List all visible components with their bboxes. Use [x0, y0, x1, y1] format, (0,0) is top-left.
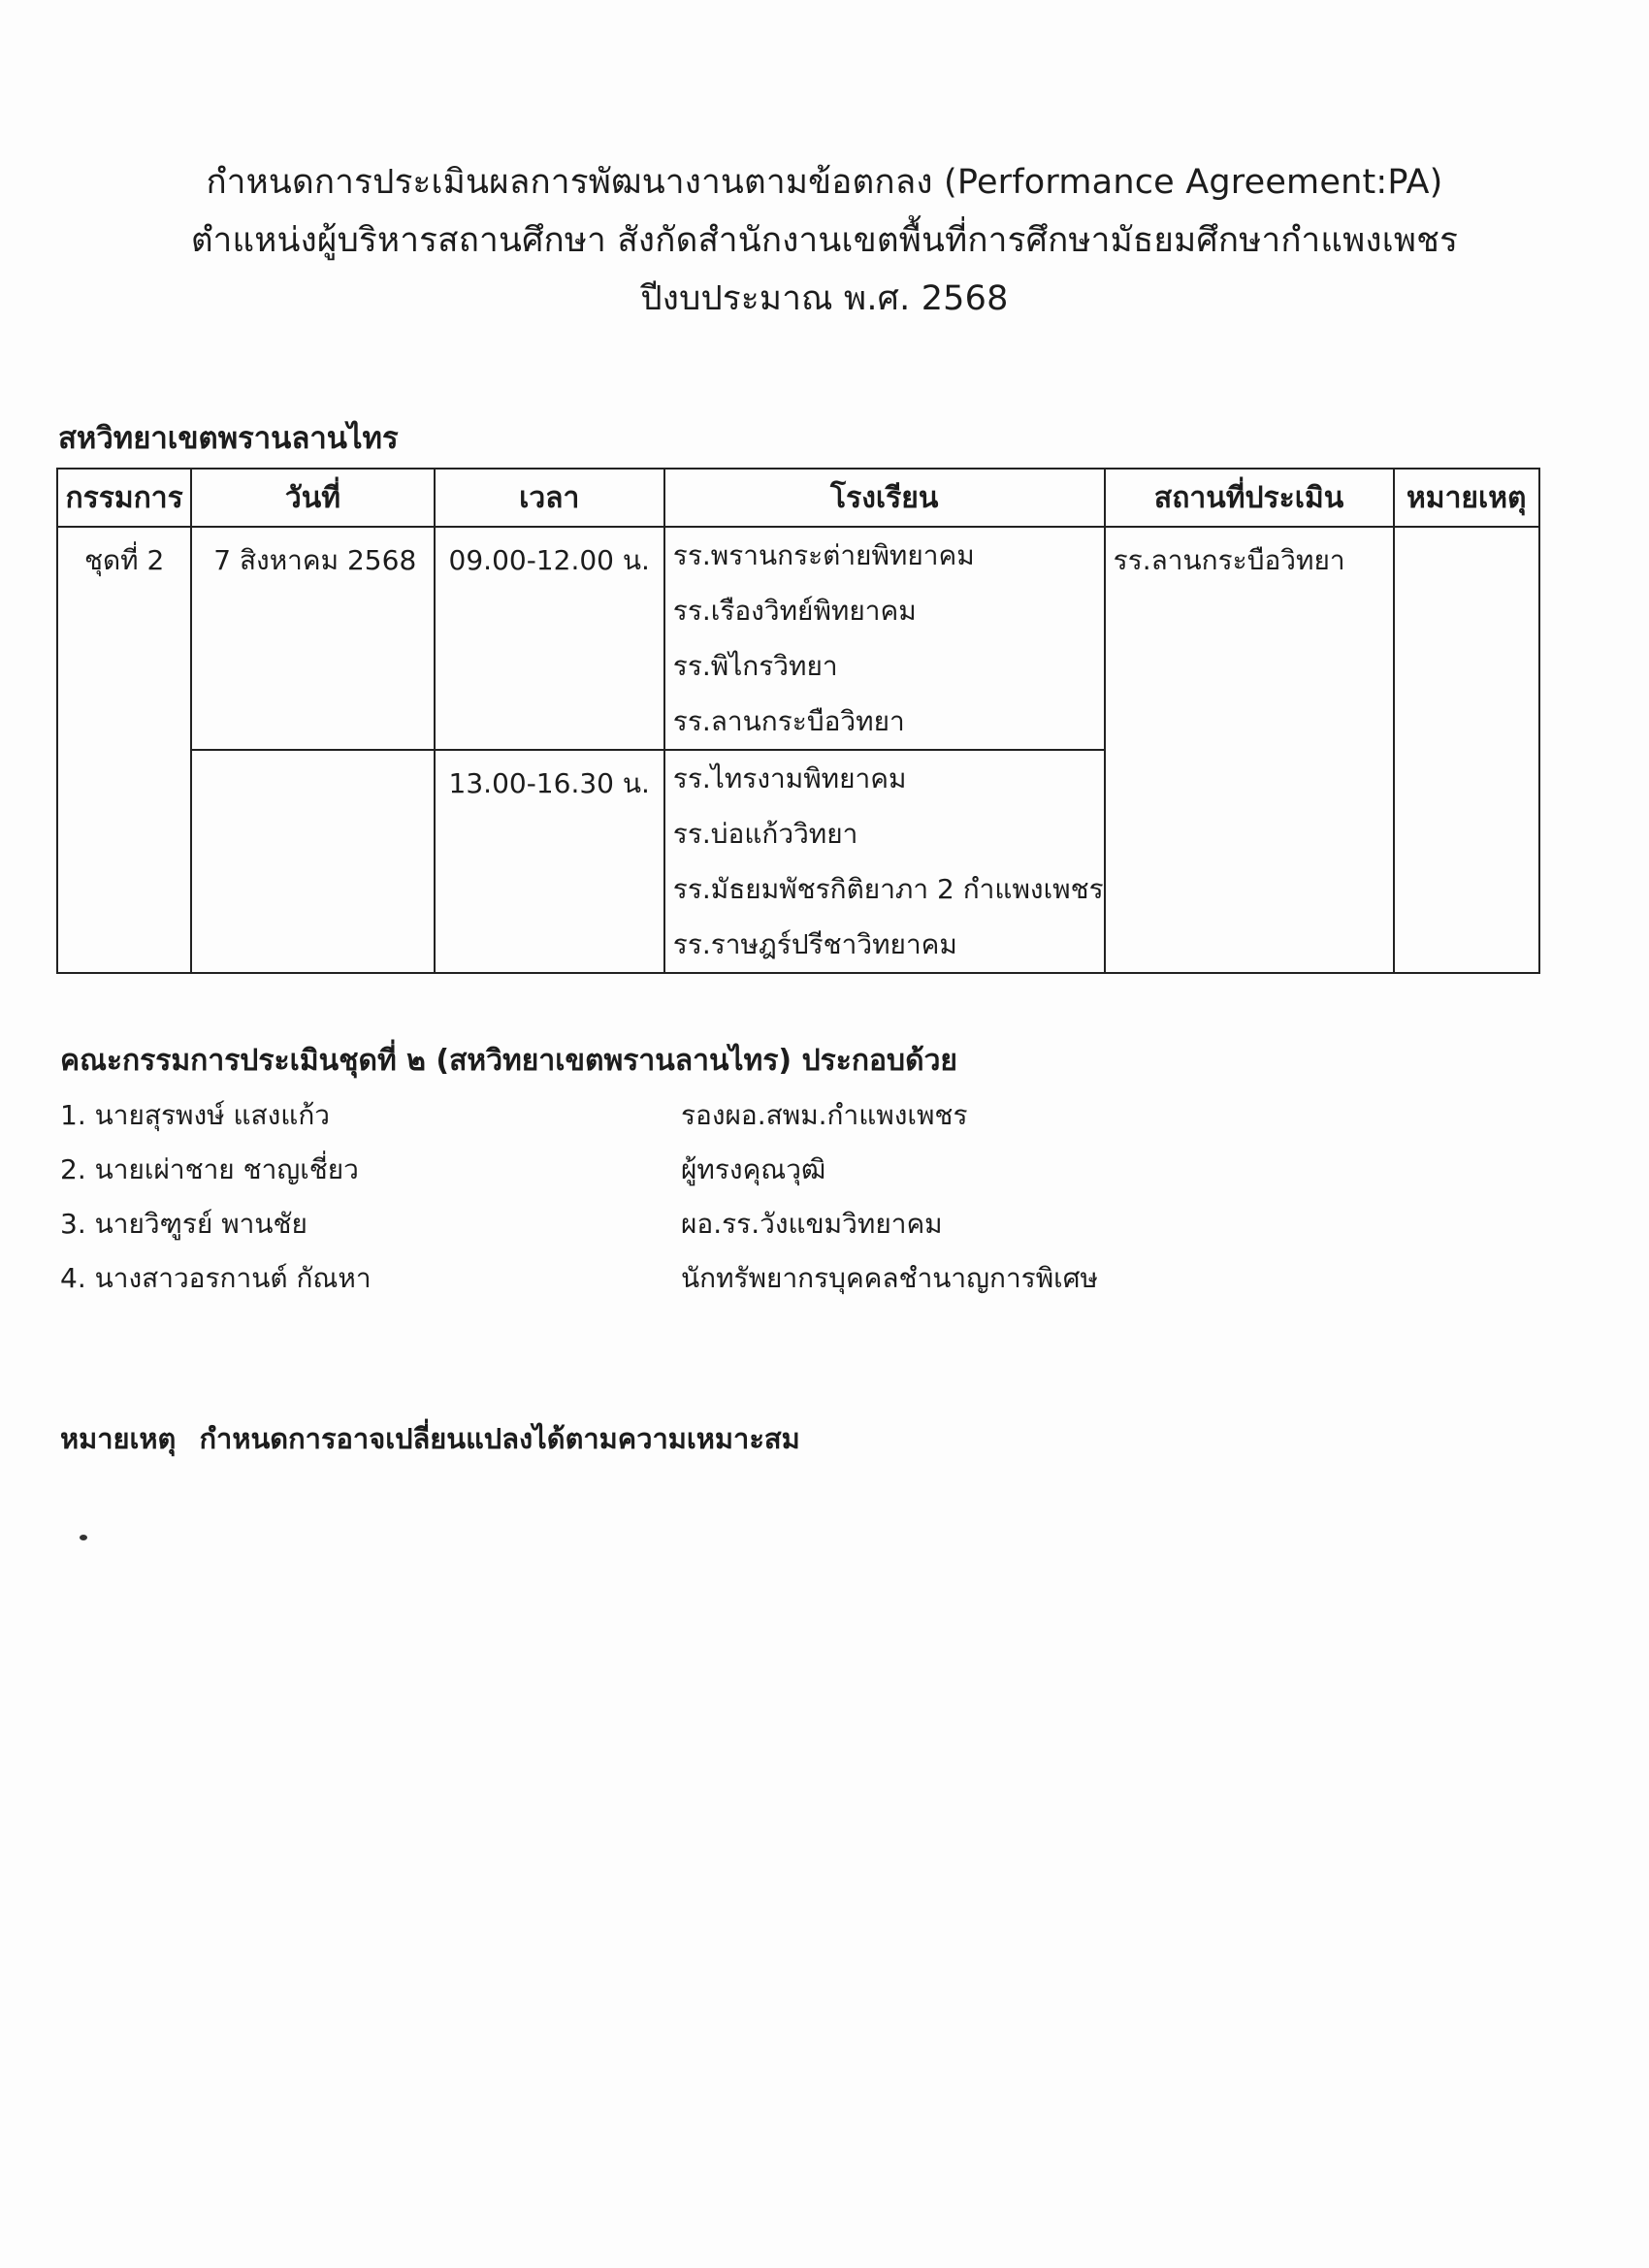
school-item: รร.พิไกรวิทยา	[672, 650, 838, 682]
title-line-3: ปีงบประมาณ พ.ศ. 2568	[640, 279, 1009, 318]
cell-committee	[57, 527, 191, 973]
date-value: 7 สิงหาคม 2568	[213, 544, 417, 576]
header-time: เวลา	[435, 469, 664, 527]
venue-value: รร.ลานกระบือวิทยา	[1113, 544, 1345, 576]
cell-note	[1394, 527, 1539, 973]
header-committee: กรรมการ	[57, 469, 191, 527]
table-header-row	[57, 469, 1539, 527]
header-school: โรงเรียน	[664, 469, 1105, 527]
school-item: รร.มัธยมพัชรกิติยาภา 2 กำแพงเพชร	[672, 873, 1104, 905]
member-name: 2. นายเผ่าชาย ชาญเชี่ยว	[60, 1153, 359, 1185]
remark	[60, 1416, 800, 1461]
group-heading: สหวิทยาเขตพรานลานไทร	[58, 421, 399, 456]
committee-set: ชุดที่ 2	[83, 544, 165, 576]
member-role: ผอ.รร.วังแขมวิทยาคม	[681, 1208, 943, 1240]
cell-date	[191, 527, 434, 750]
time-afternoon: 13.00-16.30 น.	[448, 767, 650, 799]
scan-speck	[80, 1535, 87, 1540]
school-item: รร.พรานกระต่ายพิทยาคม	[672, 539, 975, 571]
member-name: 1. นายสุรพงษ์ แสงแก้ว	[60, 1099, 331, 1131]
cell-venue	[1105, 527, 1394, 973]
committee-member	[60, 1088, 1515, 1143]
schedule-table	[56, 468, 1540, 974]
header-note: หมายเหตุ	[1394, 469, 1539, 527]
committee-member	[60, 1143, 1515, 1197]
cell-time-morning	[435, 527, 664, 750]
committee-member	[60, 1251, 1515, 1306]
cell-schools-afternoon	[664, 750, 1105, 973]
committee-section	[60, 1034, 1515, 1306]
cell-time-afternoon	[435, 750, 664, 973]
document-title	[0, 153, 1649, 328]
school-item: รร.ไทรงามพิทยาคม	[672, 762, 907, 794]
school-item: รร.เรืองวิทย์พิทยาคม	[672, 595, 917, 627]
header-date: วันที่	[191, 469, 434, 527]
school-item: รร.ราษฎร์ปรีชาวิทยาคม	[672, 928, 957, 960]
remark-label: หมายเหตุ	[60, 1422, 177, 1455]
time-morning: 09.00-12.00 น.	[448, 544, 650, 576]
school-item: รร.ลานกระบือวิทยา	[672, 705, 905, 737]
member-role: นักทรัพยากรบุคคลชำนาญการพิเศษ	[681, 1262, 1098, 1294]
committee-heading: คณะกรรมการประเมินชุดที่ ๒ (สหวิทยาเขตพรานลานไทร) ประกอบด้วย	[60, 1044, 957, 1078]
table-row-morning	[57, 527, 1539, 750]
remark-text: กำหนดการอาจเปลี่ยนแปลงได้ตามความเหมาะสม	[199, 1422, 800, 1455]
member-name: 4. นางสาวอรกานต์ กัณหา	[60, 1262, 372, 1294]
cell-schools-morning	[664, 527, 1105, 750]
title-line-1: กำหนดการประเมินผลการพัฒนางานตามข้อตกลง (Performance Agreement:PA)	[206, 163, 1443, 202]
member-name: 3. นายวิฑูรย์ พานชัย	[60, 1208, 307, 1240]
member-role: รองผอ.สพม.กำแพงเพชร	[681, 1099, 968, 1131]
title-line-2: ตำแหน่งผู้บริหารสถานศึกษา สังกัดสำนักงานเขตพื้นที่การศึกษามัธยมศึกษากำแพงเพชร	[190, 221, 1459, 260]
member-role: ผู้ทรงคุณวุฒิ	[681, 1153, 826, 1185]
cell-date-empty	[191, 750, 434, 973]
header-venue: สถานที่ประเมิน	[1105, 469, 1394, 527]
school-item: รร.บ่อแก้ววิทยา	[672, 818, 858, 850]
committee-member	[60, 1197, 1515, 1251]
